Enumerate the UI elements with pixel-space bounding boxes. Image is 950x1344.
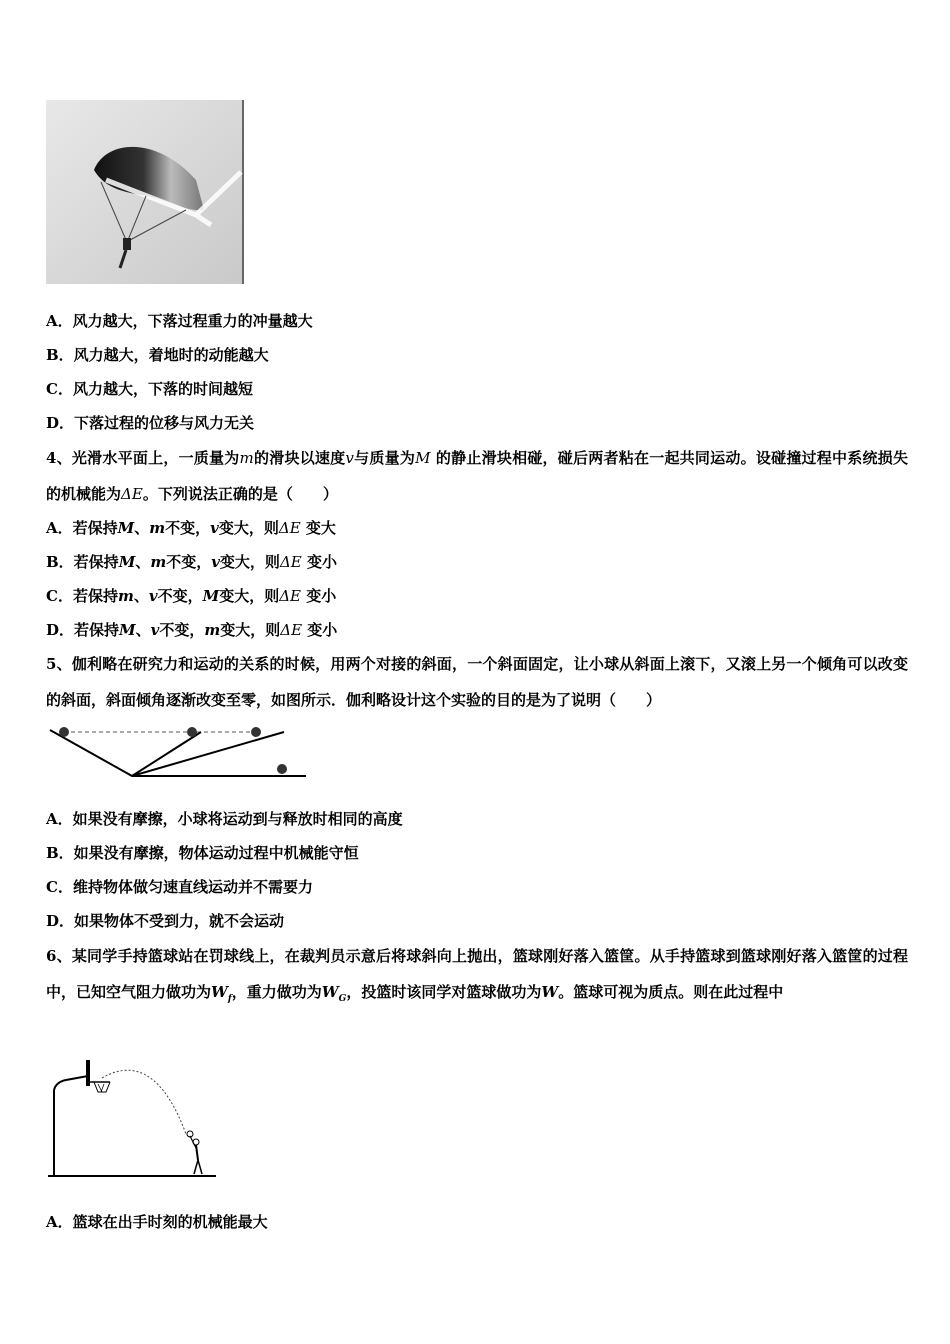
q4-a-text2: 不变， [165, 519, 211, 537]
q4-c-text4: 变小 [306, 587, 337, 605]
q4-b-text3: 变大，则 [219, 553, 280, 571]
q4-c-text: C．若保持 [46, 587, 118, 605]
basketball-figure [44, 1050, 219, 1182]
q4-d-text: D．若保持 [46, 621, 120, 639]
q4-b-text2: 不变， [166, 553, 212, 571]
q3-option-b: B．风力越大，着地时的动能越大 [46, 346, 269, 364]
ball-right [251, 727, 261, 737]
q4-d-text4: 变小 [307, 621, 338, 639]
q4-text-5: 。下列说法正确的是（ ） [142, 485, 338, 503]
q4-a-var1: M [117, 519, 135, 537]
q4-b-text4: 变小 [306, 553, 337, 571]
q4-var-v: v [345, 449, 354, 467]
q5-option-d: D．如果物体不受到力，就不会运动 [46, 912, 285, 930]
q4-text-4: 的静止滑块相碰，碰后两者粘在一起共同运动。设碰撞过程中系统损失的机械能为 [46, 449, 908, 503]
q4-b-text: B．若保持 [46, 553, 119, 571]
q4-option-b [46, 552, 337, 572]
q6-text-4: 。篮球可视为质点。则在此过程中 [558, 983, 784, 1001]
q4-var-dE: ΔE [121, 485, 143, 503]
q4-stem [46, 440, 908, 512]
q4-b-var3: v [211, 553, 220, 571]
parachute-figure [46, 100, 244, 284]
q4-b-var1: M [118, 553, 136, 571]
q4-c-dE: ΔE [279, 587, 301, 605]
q4-c-var2: v [148, 587, 158, 605]
q4-c-text3: 变大，则 [219, 587, 280, 605]
q4-a-text: A．若保持 [46, 519, 118, 537]
q4-option-c [46, 586, 336, 606]
ball-left [59, 727, 69, 737]
q5-option-c: C．维持物体做匀速直线运动并不需要力 [46, 878, 313, 896]
q4-a-sep: 、 [134, 519, 150, 537]
q4-d-text2: 不变， [159, 621, 205, 639]
q4-option-d [46, 620, 337, 640]
q4-d-dE: ΔE [280, 621, 303, 639]
q4-c-sep: 、 [133, 587, 149, 605]
q6-text-3: ，投篮时该同学对篮球做功为 [346, 983, 542, 1001]
q4-text-1: 光滑水平面上，一质量为 [71, 449, 240, 467]
q4-text-3: 与质量为 [353, 449, 416, 467]
inclined-planes-figure [46, 722, 311, 782]
q3-option-d: D．下落过程的位移与风力无关 [46, 414, 255, 432]
q4-d-var3: m [204, 621, 221, 639]
q4-c-var3: M [202, 587, 220, 605]
q4-d-var1: M [119, 621, 136, 639]
q5-option-a: A．如果没有摩擦，小球将运动到与释放时相同的高度 [46, 810, 403, 828]
q4-a-text3: 变大，则 [218, 519, 279, 537]
q4-d-text3: 变大，则 [220, 621, 281, 639]
q4-a-text4: 变大 [305, 519, 336, 537]
q4-c-text2: 不变， [157, 587, 203, 605]
q5-option-b: B．如果没有摩擦，物体运动过程中机械能守恒 [46, 844, 359, 862]
q6-option-a: A．篮球在出手时刻的机械能最大 [46, 1213, 268, 1231]
q4-a-var2: m [149, 519, 166, 537]
q4-d-var2: v [150, 621, 160, 639]
q4-a-var3: v [210, 519, 219, 537]
q3-option-c: C．风力越大，下落的时间越短 [46, 380, 253, 398]
q4-number: 4、 [46, 449, 72, 467]
q4-b-var2: m [150, 553, 167, 571]
q4-d-sep: 、 [135, 621, 151, 639]
q4-b-sep: 、 [135, 553, 151, 571]
q4-b-dE: ΔE [279, 553, 302, 571]
q6-text-1: 6、某同学手持篮球站在罚球线上，在裁判员示意后将球斜向上抛出，篮球刚好落入篮筐。从手持篮球到篮球刚好落入篮筐的过程中，已知空气阻力做功为 [46, 947, 908, 1001]
q6-w: W [541, 983, 559, 1001]
ball-middle [187, 727, 197, 737]
q6-stem [46, 938, 908, 1017]
q3-option-a: A．风力越大，下落过程重力的冲量越大 [46, 312, 313, 330]
q4-c-var1: m [117, 587, 134, 605]
q4-var-M: M [415, 449, 431, 467]
q6-text-2: ，重力做功为 [231, 983, 322, 1001]
q5-stem: 5、伽利略在研究力和运动的关系的时候，用两个对接的斜面，一个斜面固定，让小球从斜面上滚下，又滚上另一个倾角可以改变的斜面，斜面倾角逐渐改变至零，如图所示．伽利略设计这个实验的目的是为了说明（ ） [46, 655, 908, 709]
q4-text-2: 的滑块以速度 [253, 449, 346, 467]
q4-var-m: m [239, 449, 254, 467]
q4-a-dE: ΔE [278, 519, 301, 537]
q6-wg: $W_G$ [321, 983, 347, 1004]
q4-option-a [46, 518, 336, 538]
ball-flat [277, 764, 287, 774]
q6-wf: $W_f$ [211, 983, 232, 1004]
